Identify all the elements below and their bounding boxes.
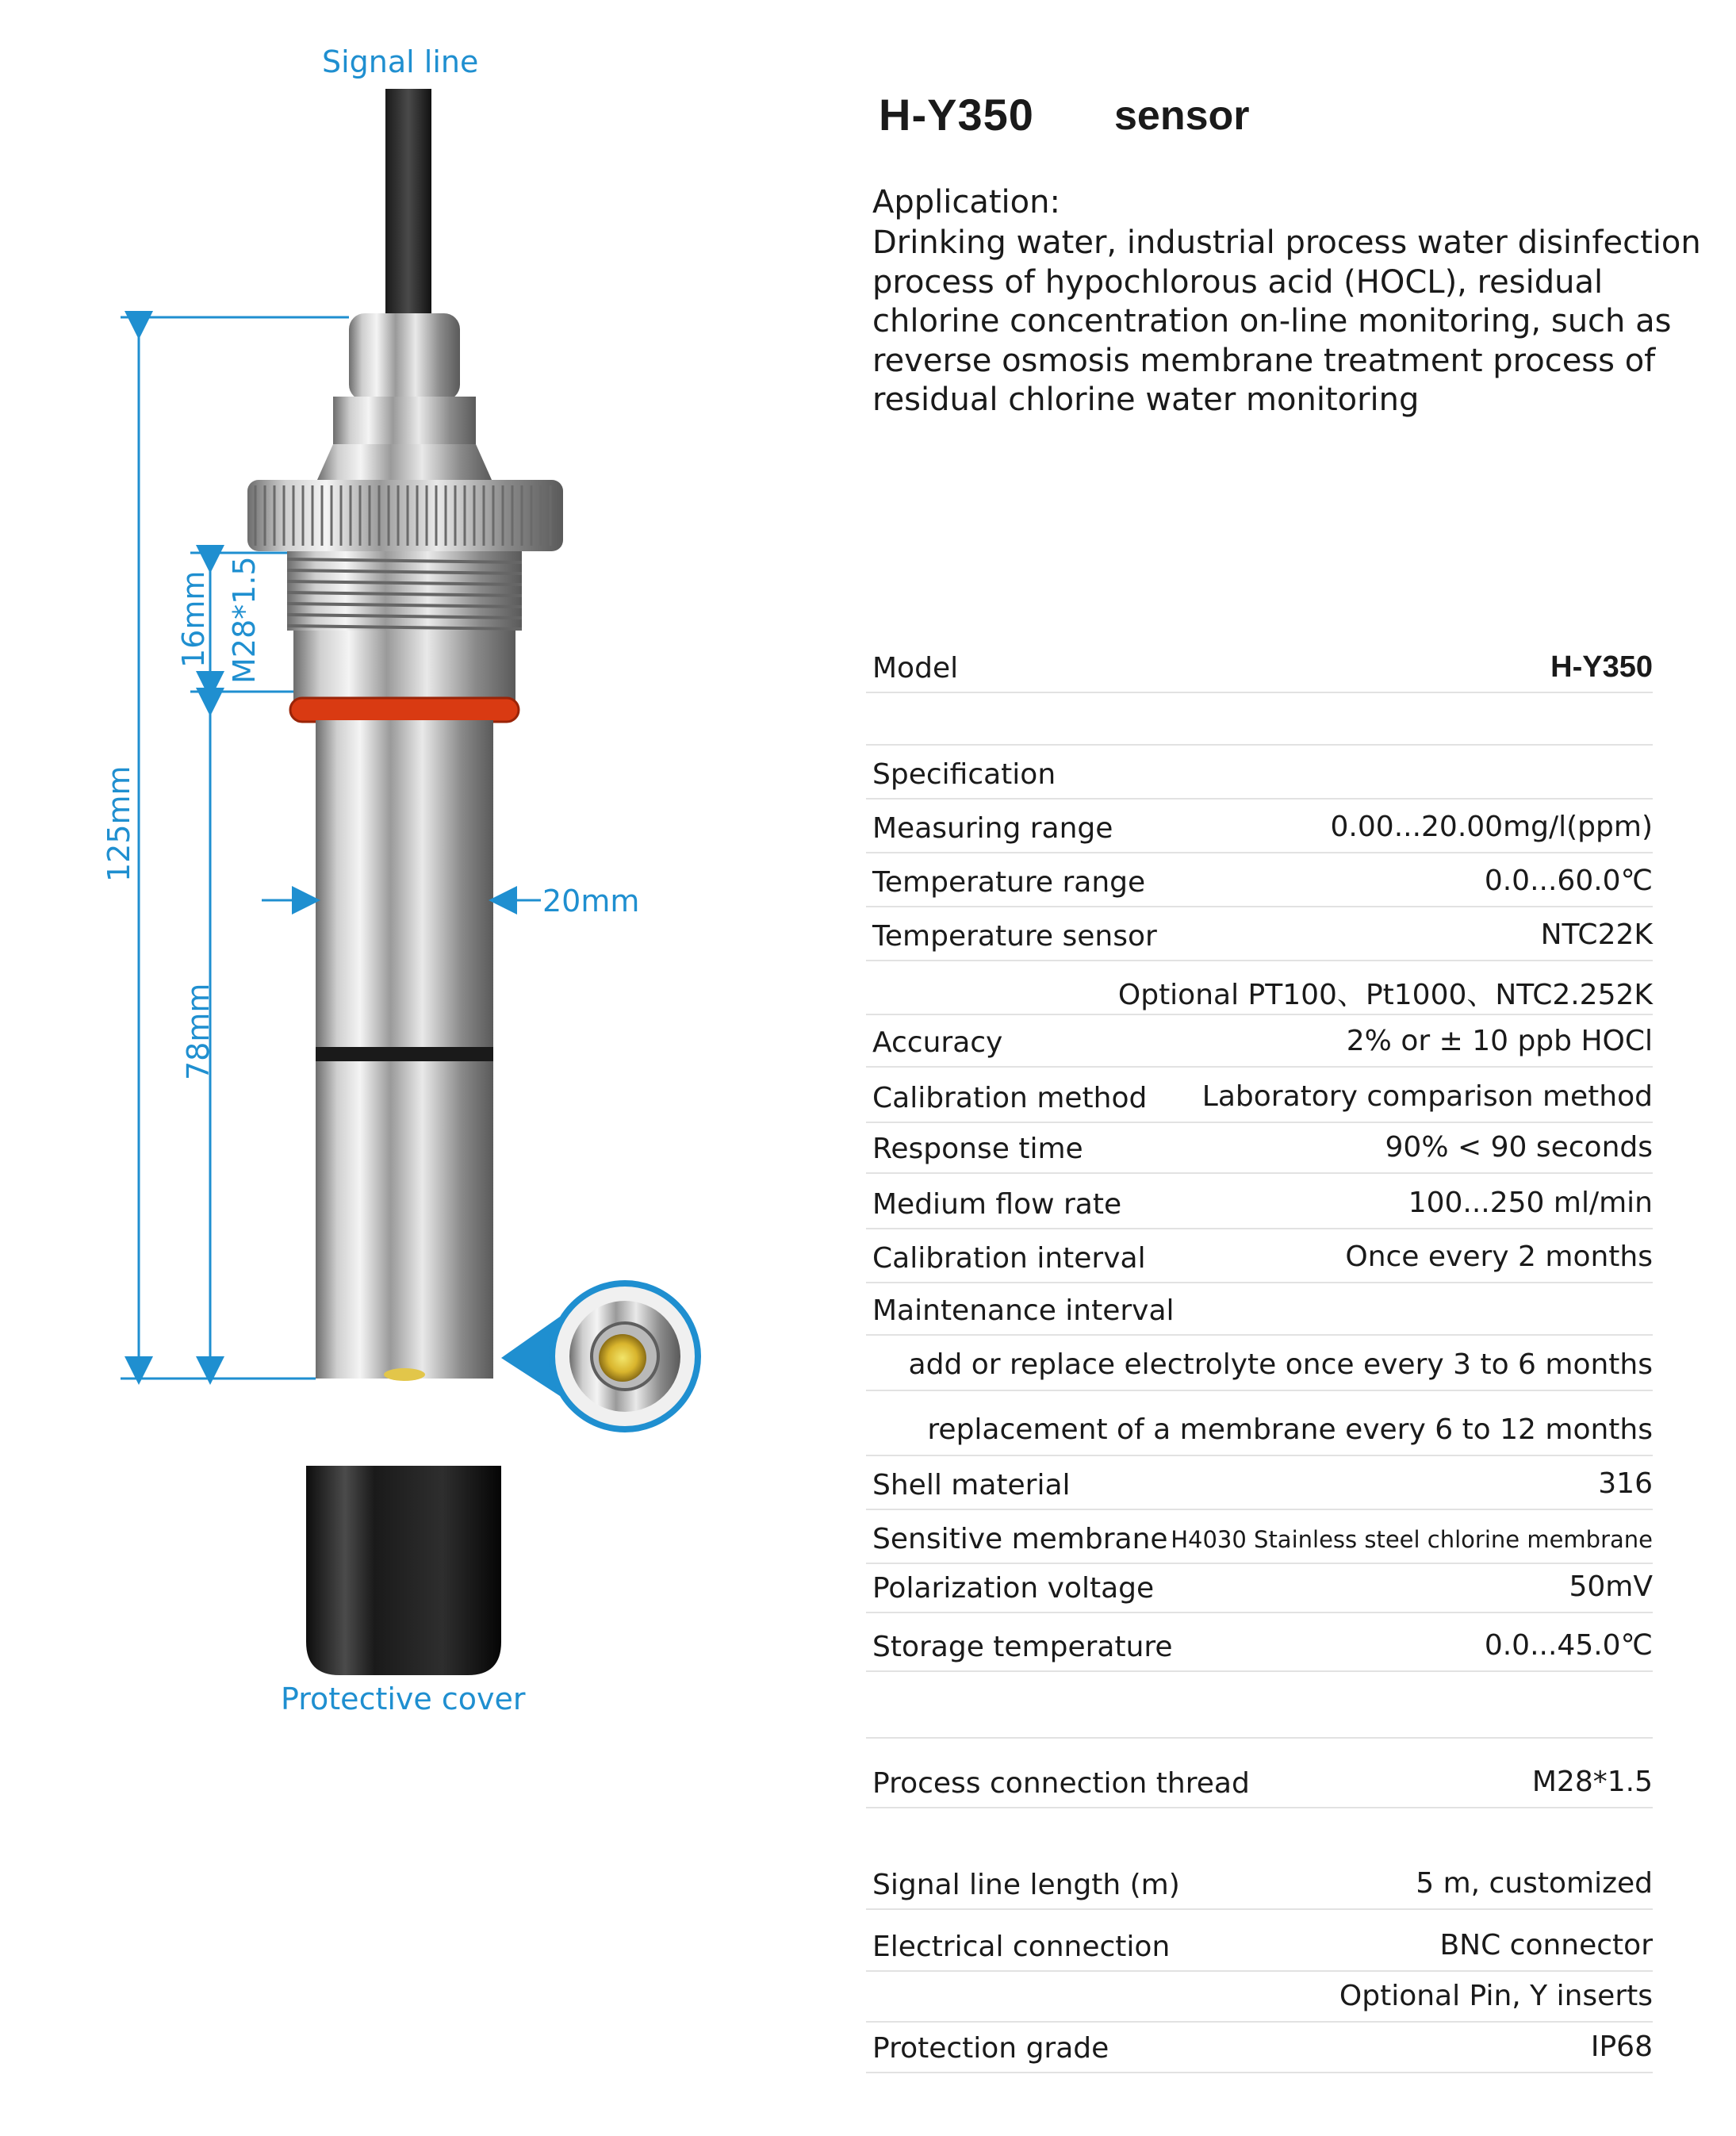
spec-value: Once every 2 months [1345, 1241, 1653, 1273]
spec-key: Accuracy [872, 1026, 1003, 1059]
spec-row [866, 912, 1653, 961]
spec-value: Laboratory comparison method [1201, 1080, 1653, 1113]
spec-row [866, 1759, 1653, 1808]
spec-row [866, 644, 1653, 693]
spec-key: Storage temperature [872, 1631, 1173, 1663]
spec-value: IP68 [1590, 2031, 1653, 2063]
signal-line-label: Signal line [322, 44, 479, 79]
spec-key: Temperature range [872, 866, 1146, 899]
spec-key: Response time [872, 1133, 1083, 1165]
thread-spec-label: M28*1.5 [227, 556, 262, 684]
spec-row [866, 1689, 1653, 1739]
spec-row [866, 1515, 1653, 1564]
spec-value: 90% < 90 seconds [1385, 1131, 1653, 1164]
signal-cable [385, 89, 431, 335]
spec-value: BNC connector [1439, 1929, 1653, 1962]
spec-row [866, 696, 1653, 746]
protective-cover-shape [306, 1466, 501, 1675]
spec-row [866, 1407, 1653, 1456]
spec-value: replacement of a membrane every 6 to 12 months [927, 1413, 1653, 1446]
spec-key: Calibration method [872, 1082, 1148, 1114]
spec-key: Medium flow rate [872, 1188, 1122, 1221]
spec-key: Signal line length (m) [872, 1869, 1180, 1901]
spec-value: Optional Pin, Y inserts [1339, 1980, 1653, 2012]
sensor-drawing [0, 0, 857, 2136]
spec-key: Maintenance interval [872, 1294, 1175, 1327]
product-type-title: sensor [1114, 93, 1250, 139]
spec-row [866, 750, 1653, 800]
spec-row [866, 1461, 1653, 1510]
spec-value: 2% or ± 10 ppb HOCl [1346, 1025, 1653, 1057]
application-text: Drinking water, industrial process water disinfection process of hypochlorous acid (HOCL), residual chlorine concentration on-line monitoring, such as reverse osmosis membrane treatment process of residual chlorine water monitoring [872, 224, 1701, 418]
spec-row [866, 966, 1653, 1015]
spec-row [866, 1018, 1653, 1068]
spec-value: H4030 Stainless steel chlorine membrane [1171, 1526, 1653, 1553]
spec-value: H-Y350 [1550, 650, 1653, 684]
spec-key: Polarization voltage [872, 1572, 1155, 1605]
body-length-label: 78mm [181, 983, 216, 1080]
spec-row [866, 1923, 1653, 1972]
spec-value: 100...250 ml/min [1408, 1187, 1653, 1219]
spec-row [866, 2024, 1653, 2073]
spec-value: NTC22K [1540, 918, 1653, 951]
body-band [316, 1047, 493, 1061]
spec-value: 0.0...60.0℃ [1484, 865, 1653, 897]
spec-value: add or replace electrolyte once every 3 to 6 months [908, 1348, 1653, 1381]
spec-row [866, 1623, 1653, 1672]
spec-row [866, 1564, 1653, 1613]
spec-key: Model [872, 652, 959, 685]
spec-row [866, 804, 1653, 853]
spec-row [866, 858, 1653, 907]
spec-value: 316 [1598, 1467, 1653, 1500]
spec-row [866, 1234, 1653, 1283]
spec-key: Shell material [872, 1469, 1071, 1501]
spec-value: 50mV [1569, 1570, 1653, 1603]
spec-row [866, 1074, 1653, 1123]
spec-row [866, 1180, 1653, 1229]
application-heading: Application: [872, 184, 1060, 221]
spec-row [866, 1342, 1653, 1391]
spec-row [866, 1861, 1653, 1910]
cable-gland [349, 313, 460, 401]
spec-key: Calibration interval [872, 1242, 1146, 1275]
spec-key: Sensitive membrane [872, 1523, 1168, 1555]
spec-row [866, 1287, 1653, 1336]
spec-value: 0.0...45.0℃ [1484, 1629, 1653, 1662]
spec-key: Specification [872, 758, 1056, 791]
spec-value: Optional PT100、Pt1000、NTC2.252K [1117, 979, 1653, 1011]
product-model-title: H-Y350 [879, 90, 1034, 140]
spec-value: M28*1.5 [1531, 1766, 1653, 1798]
spec-value: 5 m, customized [1416, 1867, 1653, 1900]
protective-cover-label: Protective cover [281, 1682, 526, 1716]
knurled-nut [247, 480, 563, 551]
spec-key: Temperature sensor [872, 920, 1157, 953]
spec-key: Process connection thread [872, 1767, 1250, 1800]
spec-key: Electrical connection [872, 1931, 1171, 1963]
spec-row [866, 1125, 1653, 1174]
spec-value: 0.00...20.00mg/l(ppm) [1330, 811, 1653, 843]
spec-row [866, 1973, 1653, 2023]
o-ring [290, 698, 519, 722]
total-length-label: 125mm [102, 765, 136, 882]
thread-length-label: 16mm [176, 570, 211, 668]
spec-key: Measuring range [872, 812, 1113, 845]
spec-key: Protection grade [872, 2032, 1109, 2065]
diameter-label: 20mm [542, 884, 640, 918]
